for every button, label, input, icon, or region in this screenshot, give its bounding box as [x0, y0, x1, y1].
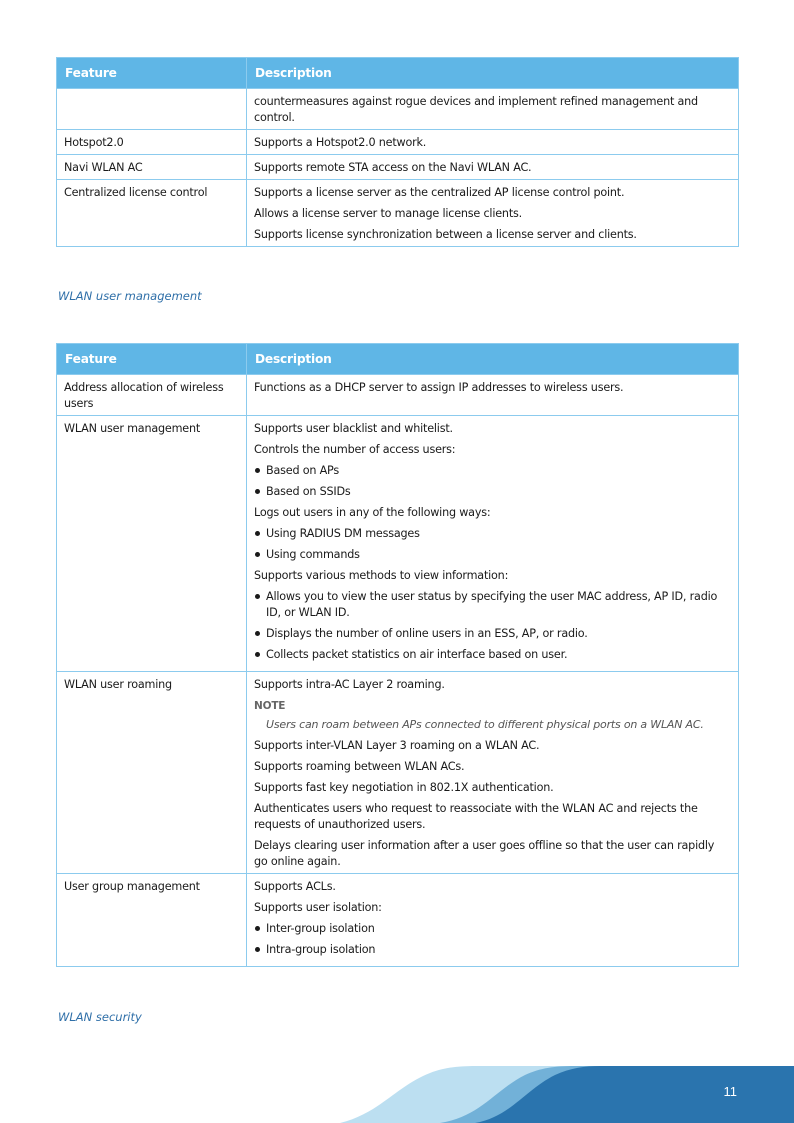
- description-cell: [247, 672, 739, 874]
- bullet-item: Based on SSIDs: [254, 484, 731, 500]
- table-row: [57, 672, 739, 874]
- table-row: [57, 416, 739, 672]
- note-label: NOTE: [254, 700, 286, 712]
- description-text: Supports various methods to view information:: [254, 569, 509, 582]
- description-cell: [247, 155, 739, 180]
- description-text: Supports license synchronization between a license server and clients.: [254, 228, 637, 241]
- description-text: Supports user blacklist and whitelist.: [254, 422, 453, 435]
- bullet-item: Using commands: [254, 547, 731, 563]
- description-cell: [247, 130, 739, 155]
- bullet-item: Based on APs: [254, 463, 731, 479]
- feature-cell: Navi WLAN AC: [57, 155, 247, 180]
- table-row: [57, 155, 739, 180]
- description-text: Supports intra-AC Layer 2 roaming.: [254, 678, 445, 691]
- feature-cell: User group management: [57, 874, 247, 967]
- description-text: Supports inter-VLAN Layer 3 roaming on a WLAN AC.: [254, 739, 540, 752]
- bullet-item: Displays the number of online users in an ESS, AP, or radio.: [254, 626, 731, 642]
- table-body: [57, 375, 739, 967]
- description-cell: [247, 416, 739, 672]
- description-text: Delays clearing user information after a user goes offline so that the user can rapidly go online again.: [254, 839, 715, 868]
- page-number: 11: [723, 1084, 737, 1099]
- description-cell: [247, 180, 739, 247]
- header-feature: Feature: [57, 58, 247, 89]
- table-header-row: [57, 344, 739, 375]
- wlan-user-management-table: [56, 343, 739, 967]
- description-text: Supports a license server as the centralized AP license control point.: [254, 186, 625, 199]
- feature-cell: WLAN user management: [57, 416, 247, 672]
- bullet-item: Using RADIUS DM messages: [254, 526, 731, 542]
- description-cell: [247, 89, 739, 130]
- table-row: [57, 874, 739, 967]
- header-feature: Feature: [57, 344, 247, 375]
- footer-wave-decoration: [0, 1065, 794, 1123]
- description-text: Supports user isolation:: [254, 901, 382, 914]
- feature-table-continued: [56, 57, 739, 247]
- feature-cell: [57, 89, 247, 130]
- description-text: Controls the number of access users:: [254, 443, 456, 456]
- note-text: Users can roam between APs connected to different physical ports on a WLAN AC.: [266, 718, 704, 731]
- table-row: [57, 375, 739, 416]
- description-text: Authenticates users who request to reassociate with the WLAN AC and rejects the requests of unauthorized users.: [254, 802, 698, 831]
- table-body: [57, 89, 739, 247]
- description-text: countermeasures against rogue devices and implement refined management and control.: [254, 95, 698, 124]
- description-text: Functions as a DHCP server to assign IP addresses to wireless users.: [254, 381, 624, 394]
- header-description: Description: [247, 58, 739, 89]
- bullet-item: Inter-group isolation: [254, 921, 731, 937]
- table-row: [57, 89, 739, 130]
- description-text: Logs out users in any of the following ways:: [254, 506, 491, 519]
- description-text: Allows a license server to manage license clients.: [254, 207, 522, 220]
- description-text: Supports remote STA access on the Navi WLAN AC.: [254, 161, 532, 174]
- description-text: Supports ACLs.: [254, 880, 336, 893]
- feature-cell: WLAN user roaming: [57, 672, 247, 874]
- section-title-wlan-security: WLAN security: [58, 1010, 142, 1024]
- description-cell: [247, 874, 739, 967]
- bullet-item: Collects packet statistics on air interface based on user.: [254, 647, 731, 663]
- table-header-row: [57, 58, 739, 89]
- feature-cell: Centralized license control: [57, 180, 247, 247]
- description-cell: [247, 375, 739, 416]
- description-text: Supports roaming between WLAN ACs.: [254, 760, 465, 773]
- feature-cell: Address allocation of wireless users: [57, 375, 247, 416]
- section-title-wlan-user-management: WLAN user management: [58, 289, 202, 303]
- feature-cell: Hotspot2.0: [57, 130, 247, 155]
- description-text: Supports a Hotspot2.0 network.: [254, 136, 427, 149]
- header-description: Description: [247, 344, 739, 375]
- table-row: [57, 180, 739, 247]
- bullet-item: Intra-group isolation: [254, 942, 731, 958]
- description-text: Supports fast key negotiation in 802.1X authentication.: [254, 781, 554, 794]
- bullet-item: Allows you to view the user status by specifying the user MAC address, AP ID, radio ID, or WLAN ID.: [254, 589, 731, 621]
- table-row: [57, 130, 739, 155]
